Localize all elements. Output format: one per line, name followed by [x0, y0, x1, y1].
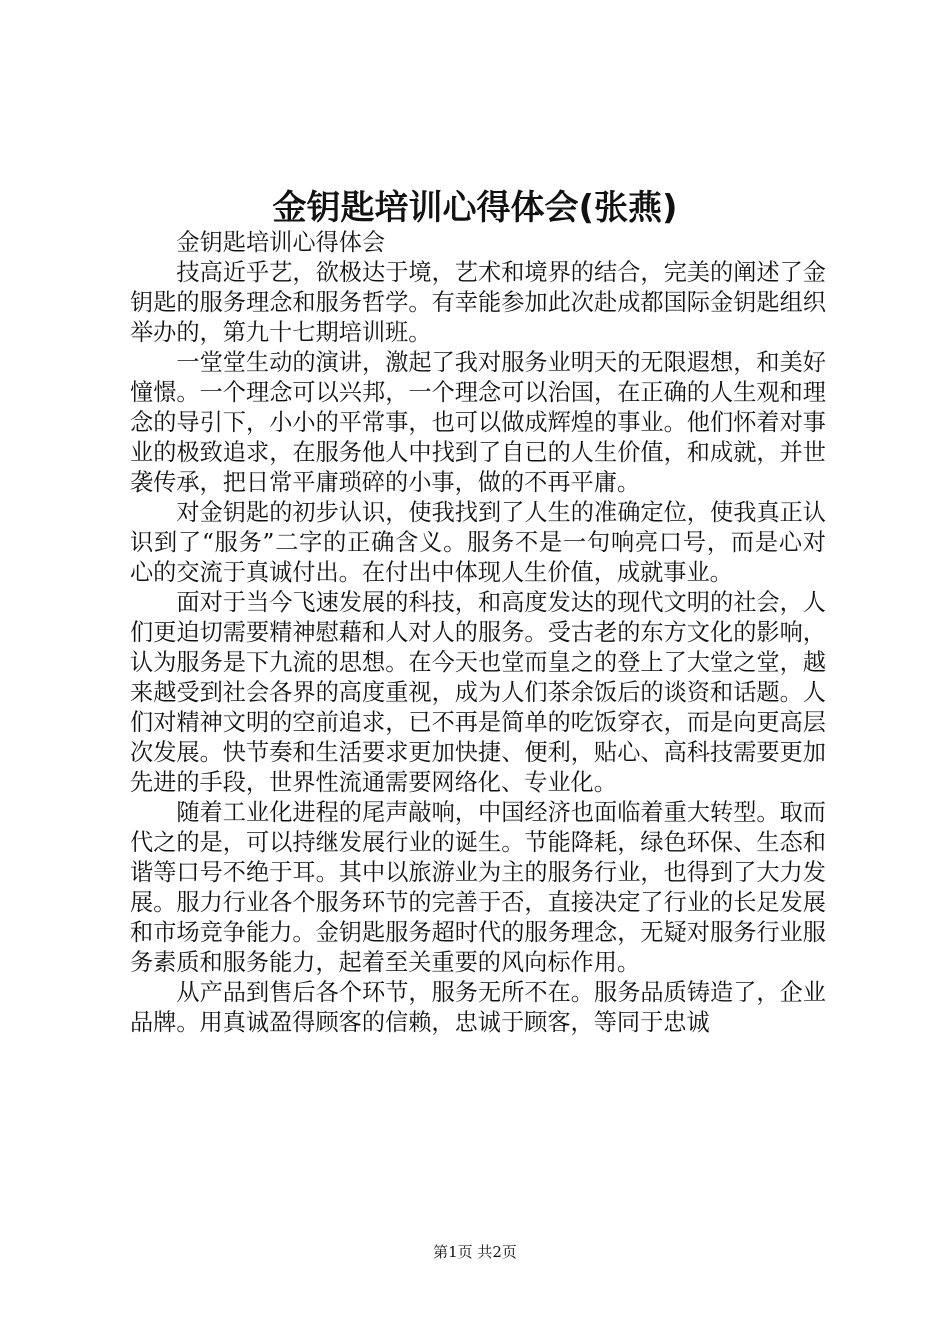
paragraph: 随着工业化进程的尾声敲响，中国经济也面临着重大转型。取而代之的是，可以持继发展行业的诞生。节能降耗，绿色环保、生态和谐等口号不绝于耳。其中以旅游业为主的服务行业，也得到了大力发展。服力行业各个服务环节的完善于否，直接决定了行业的长足发展和市场竞争能力。金钥匙服务超时代的服务理念，无疑对服务行业服务素质和服务能力，起着至关重要的风向标作用。	[130, 799, 826, 976]
paragraph: 从产品到售后各个环节，服务无所不在。服务品质铸造了，企业品牌。用真诚盈得顾客的信赖，忠诚于顾客，等同于忠诚	[130, 979, 826, 1036]
document-body	[130, 228, 826, 1038]
paragraph: 一堂堂生动的演讲，激起了我对服务业明天的无限遐想，和美好憧憬。一个理念可以兴邦，一个理念可以治国，在正确的人生观和理念的导引下，小小的平常事，也可以做成辉煌的事业。他们怀着对事业的极致追求，在服务他人中找到了自已的人生价值，和成就，并世袭传承，把日常平庸琐碎的小事，做的不再平庸。	[130, 349, 826, 496]
page-title: 金钥匙培训心得体会(张燕)	[272, 188, 678, 228]
paragraph: 对金钥匙的初步认识，使我找到了人生的准确定位，使我真正认识到了“服务”二字的正确含义。服务不是一句响亮口号，而是心对心的交流于真诚付出。在付出中体现人生价值，成就事业。	[130, 499, 826, 586]
paragraph: 面对于当今飞速发展的科技，和高度发达的现代文明的社会，人们更迫切需要精神慰藉和人对人的服务。受古老的东方文化的影响，认为服务是下九流的思想。在今天也堂而皇之的登上了大堂之堂，越来越受到社会各界的高度重视，成为人们茶余饭后的谈资和话题。人们对精神文明的空前追求，已不再是简单的吃饭穿衣，而是向更高层次发展。快节奏和生活要求更加快捷、便利，贴心、高科技需要更加先进的手段，世界性流通需要网络化、专业化。	[130, 589, 826, 796]
paragraph: 金钥匙培训心得体会	[176, 229, 386, 256]
page-number-footer: 第1页 共2页	[433, 1243, 517, 1261]
paragraph: 技高近乎艺，欲极达于境，艺术和境界的结合，完美的阐述了金钥匙的服务理念和服务哲学。有幸能参加此次赴成都国际金钥匙组织举办的，第九十七期培训班。	[130, 259, 826, 346]
